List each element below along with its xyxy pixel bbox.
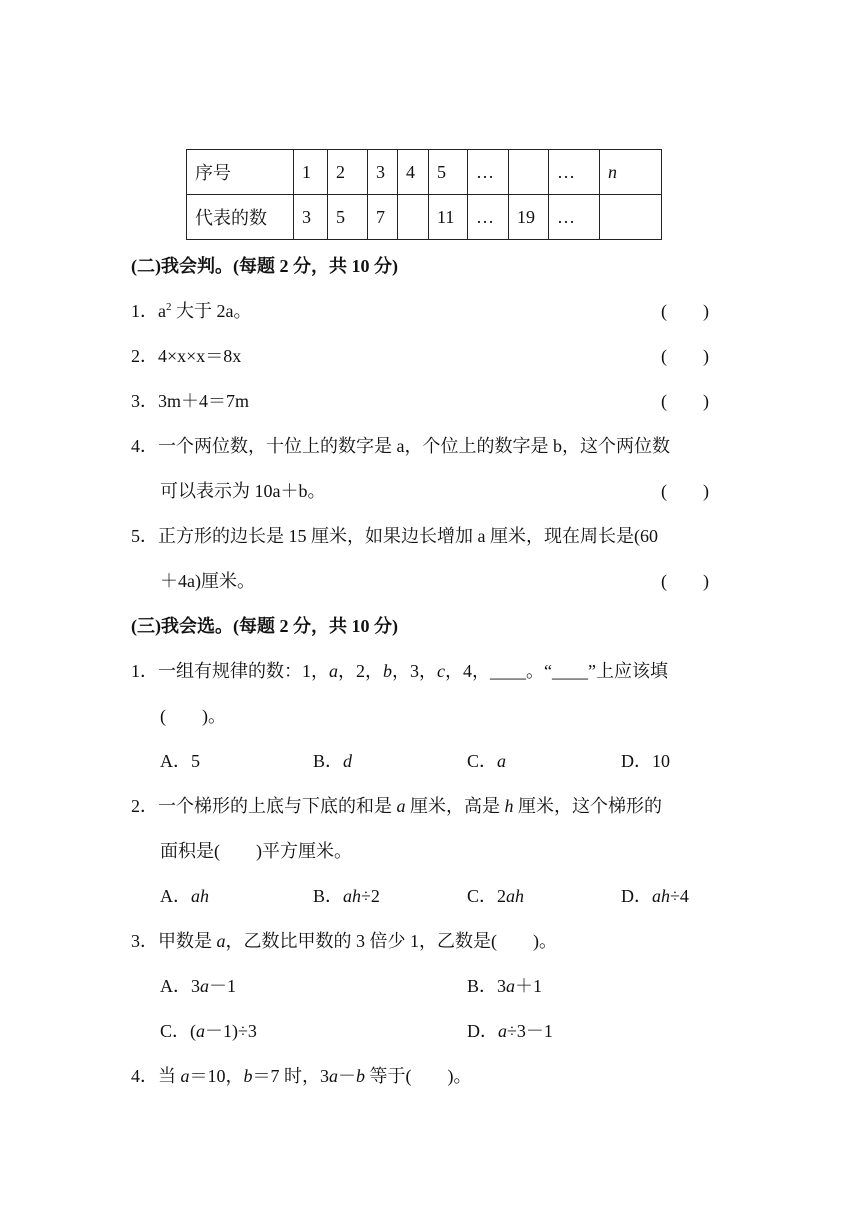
question-text: － xyxy=(338,1066,356,1086)
choose-question-1 xyxy=(131,662,668,680)
answer-parenthesis[interactable]: ( ) xyxy=(661,571,709,591)
answer-parenthesis[interactable]: ( ) xyxy=(661,346,709,366)
option-text: a xyxy=(196,1021,206,1041)
question-number: 3． xyxy=(131,391,158,411)
option-c[interactable] xyxy=(467,752,506,770)
section-title-judge: (二)我会判。(每题 2 分，共 10 分) xyxy=(131,256,398,276)
option-text: 5 xyxy=(191,751,200,771)
option-d[interactable] xyxy=(621,887,689,905)
table-cell: 5 xyxy=(328,195,368,240)
question-text: 厘米，高是 xyxy=(405,796,505,816)
option-a[interactable] xyxy=(160,752,200,770)
option-text: ( xyxy=(190,1021,197,1041)
option-label: A． xyxy=(160,886,191,906)
variable: a xyxy=(329,661,338,681)
table-cell: … xyxy=(468,195,509,240)
question-text: ，乙数比甲数的 3 倍少 1，乙数是( )。 xyxy=(225,931,557,951)
table-cell xyxy=(398,195,429,240)
question-number: 5． xyxy=(131,526,158,546)
option-label: D． xyxy=(621,751,652,771)
option-b[interactable] xyxy=(467,977,542,995)
variable: b xyxy=(383,661,392,681)
option-label: B． xyxy=(313,886,344,906)
option-text: ah xyxy=(506,886,525,906)
table-cell: 序号 xyxy=(187,150,294,195)
question-text: ，3， xyxy=(392,661,437,681)
option-text: 3 xyxy=(497,976,507,996)
variable: a xyxy=(216,931,226,951)
table-cell xyxy=(509,150,549,195)
question-number: 4． xyxy=(131,1066,158,1086)
table-row xyxy=(187,195,662,240)
table-cell: 19 xyxy=(509,195,549,240)
table-cell: 11 xyxy=(429,195,468,240)
question-text-continued: ＋4a)厘米。 xyxy=(160,571,255,591)
option-text: ah xyxy=(652,886,670,906)
option-label: D． xyxy=(467,1021,498,1041)
option-text: ＋1 xyxy=(515,976,543,996)
option-d[interactable] xyxy=(621,752,670,770)
option-label: A． xyxy=(160,976,191,996)
judge-question-3 xyxy=(131,392,249,410)
option-text: 3 xyxy=(191,976,200,996)
table-cell xyxy=(600,195,662,240)
option-text: ÷2 xyxy=(361,886,380,906)
question-text: 一组有规律的数：1， xyxy=(158,661,329,681)
judge-question-4 xyxy=(131,437,670,455)
option-b[interactable] xyxy=(313,887,380,905)
table-cell: … xyxy=(549,195,600,240)
option-text: ÷4 xyxy=(670,886,689,906)
table-cell: 2 xyxy=(328,150,368,195)
table-cell: n xyxy=(600,150,662,195)
table-row xyxy=(187,150,662,195)
question-text: 等于( )。 xyxy=(365,1066,472,1086)
choose-question-4 xyxy=(131,1067,472,1085)
option-text: a xyxy=(200,976,209,996)
option-a[interactable] xyxy=(160,977,236,995)
variable: a xyxy=(396,796,406,816)
table-cell: … xyxy=(549,150,600,195)
option-label: A． xyxy=(160,751,191,771)
option-c[interactable] xyxy=(160,1022,257,1040)
question-text: a xyxy=(158,301,166,321)
question-text: 3m＋4＝7m xyxy=(158,391,250,411)
option-b[interactable] xyxy=(313,752,352,770)
variable: b xyxy=(356,1066,365,1086)
option-label: C． xyxy=(160,1021,191,1041)
table-cell: 1 xyxy=(294,150,328,195)
option-label: B． xyxy=(467,976,498,996)
option-label: C． xyxy=(467,751,498,771)
section-title-choose: (三)我会选。(每题 2 分，共 10 分) xyxy=(131,616,398,636)
table-cell: … xyxy=(468,150,509,195)
question-text: 甲数是 xyxy=(158,931,217,951)
variable: b xyxy=(243,1066,253,1086)
option-text: 10 xyxy=(652,751,670,771)
option-label: C． xyxy=(467,886,498,906)
table-cell: 7 xyxy=(368,195,398,240)
question-text: 一个梯形的上底与下底的和是 xyxy=(158,796,397,816)
option-text: －1 xyxy=(209,976,236,996)
judge-question-5 xyxy=(131,527,658,545)
option-text: a xyxy=(498,1021,507,1041)
judge-question-2 xyxy=(131,347,241,365)
option-c[interactable] xyxy=(467,887,524,905)
option-a[interactable] xyxy=(160,887,209,905)
exponent: 2 xyxy=(166,301,172,313)
question-number: 1． xyxy=(131,661,158,681)
option-d[interactable] xyxy=(467,1022,553,1040)
question-text-continued: 面积是( )平方厘米。 xyxy=(160,841,352,861)
option-label: B． xyxy=(313,751,344,771)
question-text: ＝7 时，3 xyxy=(252,1066,329,1086)
choose-question-3 xyxy=(131,932,557,950)
option-text: ah xyxy=(191,886,209,906)
choose-question-2 xyxy=(131,797,662,815)
question-text: 厘米，这个梯形的 xyxy=(513,796,662,816)
question-text: 一个两位数，十位上的数字是 a，个位上的数字是 b，这个两位数 xyxy=(158,436,670,456)
variable: h xyxy=(504,796,514,816)
answer-parenthesis[interactable]: ( ) xyxy=(661,391,709,411)
option-text: a xyxy=(497,751,507,771)
variable: a xyxy=(329,1066,338,1086)
question-text-continued: 可以表示为 10a＋b。 xyxy=(160,481,326,501)
question-text: 当 xyxy=(158,1066,181,1086)
question-text: ，4，____。“____”上应该填 xyxy=(445,661,668,681)
table-cell: 4 xyxy=(398,150,429,195)
question-text: ，2， xyxy=(338,661,383,681)
option-text: ÷3－1 xyxy=(507,1021,553,1041)
variable: c xyxy=(437,661,445,681)
question-number: 1． xyxy=(131,301,158,321)
option-label: D． xyxy=(621,886,652,906)
option-text: a xyxy=(506,976,516,996)
question-text: 大于 2a。 xyxy=(171,301,252,321)
question-text: ＝10， xyxy=(189,1066,244,1086)
question-number: 4． xyxy=(131,436,158,456)
option-text: －1)÷3 xyxy=(205,1021,257,1041)
table-cell: 代表的数 xyxy=(187,195,294,240)
sequence-table xyxy=(186,149,662,240)
option-text: d xyxy=(343,751,353,771)
question-number: 3． xyxy=(131,931,158,951)
table-cell: 3 xyxy=(294,195,328,240)
option-text: 2 xyxy=(497,886,507,906)
answer-parenthesis[interactable]: ( ) xyxy=(661,481,709,501)
option-text: ah xyxy=(343,886,362,906)
answer-parenthesis[interactable]: ( ) xyxy=(661,301,709,321)
answer-parenthesis[interactable]: ( )。 xyxy=(160,706,226,726)
question-text: 正方形的边长是 15 厘米，如果边长增加 a 厘米，现在周长是(60 xyxy=(158,526,658,546)
variable: a xyxy=(180,1066,190,1086)
judge-question-1 xyxy=(131,302,252,320)
question-number: 2． xyxy=(131,796,158,816)
table-cell: 5 xyxy=(429,150,468,195)
question-number: 2． xyxy=(131,346,158,366)
table-cell: 3 xyxy=(368,150,398,195)
question-text: 4×x×x＝8x xyxy=(158,346,242,366)
